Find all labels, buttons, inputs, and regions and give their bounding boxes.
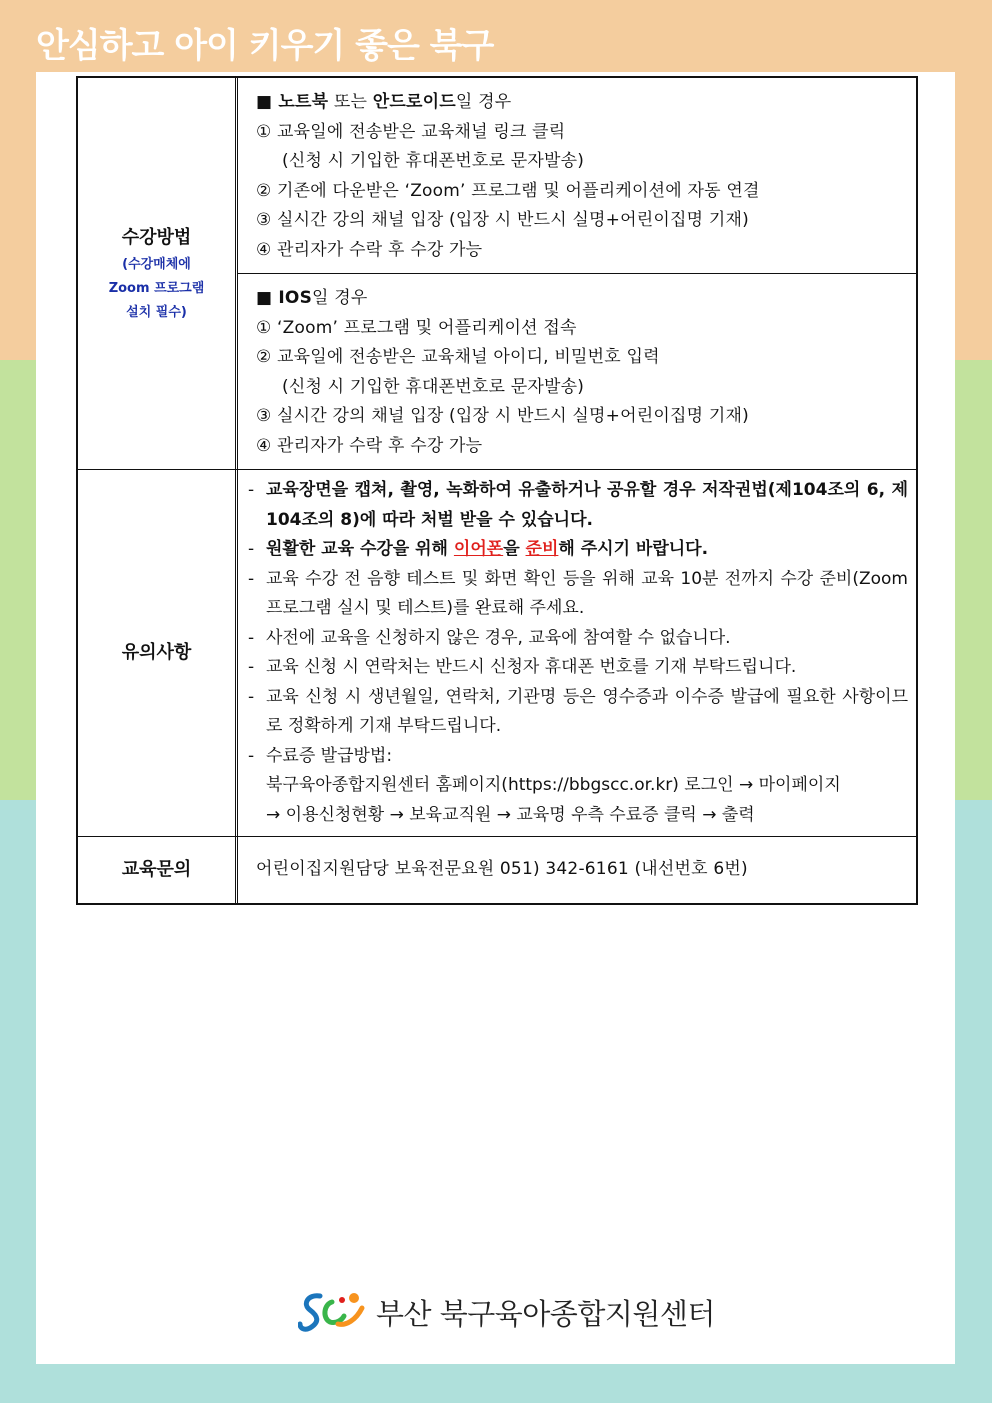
- certificate-path-1: 북구육아종합지원센터 홈페이지(https://bbgscc.or.kr) 로그인 → 마이페이지: [266, 775, 841, 795]
- ios-case: 일 경우: [312, 288, 368, 308]
- ios-heading: [256, 284, 906, 314]
- note-sound-test: [248, 565, 908, 624]
- notebook-step-2: ② 기존에 다운받은 ‘Zoom’ 프로그램 및 어플리케이션에 자동 연결: [256, 180, 760, 201]
- label-inquiry: [78, 837, 238, 903]
- certificate-title: 수료증 발급방법:: [266, 745, 393, 766]
- earphone-highlight: 이어폰: [453, 539, 504, 559]
- dash-marker: -: [248, 480, 255, 500]
- square-bullet-icon: ■: [256, 288, 279, 308]
- notebook-step-3: ③ 실시간 강의 채널 입장 (입장 시 반드시 실명+어린이집명 기재): [256, 210, 749, 230]
- note-copyright: [248, 476, 908, 535]
- note-sound-test-text: 교육 수강 전 음향 테스트 및 화면 확인 등을 위해 교육 10분 전까지 수강 준비(Zoom 프로그램 실시 및 테스트)를 완료해 주세요.: [266, 568, 908, 618]
- notebook-keyword: 노트북: [278, 92, 329, 112]
- label-method-title: 수강방법: [121, 226, 192, 248]
- note-earphone-mid: 을: [503, 539, 526, 559]
- notebook-or: 또는: [328, 92, 373, 112]
- document-sheet: [36, 72, 955, 1364]
- notebook-case: 일 경우: [455, 92, 512, 112]
- dash-marker: -: [248, 539, 255, 559]
- certificate-path-2: → 이용신청현황 → 보육교직원 → 교육명 우측 수료증 클릭 → 출력: [266, 804, 755, 825]
- center-logo-icon: [298, 1288, 368, 1336]
- note-earphone-post: 해 주시기 바랍니다.: [558, 539, 709, 559]
- ios-step-2: ② 교육일에 전송받은 교육채널 아이디, 비밀번호 입력: [256, 347, 660, 367]
- android-keyword: 안드로이드: [372, 92, 456, 112]
- note-earphone-pre: 원활한 교육 수강을 위해: [266, 539, 454, 559]
- ios-section: [238, 273, 916, 469]
- note-phone: [248, 653, 908, 683]
- row-notes: [78, 470, 916, 837]
- ios-step-1: ① ‘Zoom’ 프로그램 및 어플리케이션 접속: [256, 317, 577, 338]
- method-content: [238, 78, 916, 469]
- prepare-highlight: 준비: [525, 539, 559, 559]
- note-receipt: [248, 683, 908, 742]
- inquiry-contact: 어린이집지원담당 보육전문요원 051) 342-6161 (내선번호 6번): [256, 859, 748, 880]
- ios-keyword: IOS: [278, 288, 313, 308]
- notebook-heading: [256, 88, 906, 118]
- notebook-step-1: ① 교육일에 전송받은 교육채널 링크 클릭: [256, 121, 566, 142]
- square-bullet-icon: ■: [256, 92, 279, 112]
- row-method: [78, 78, 916, 470]
- ios-step-2-note: (신청 시 기입한 휴대폰번호로 문자발송): [282, 376, 585, 397]
- note-registration-text: 사전에 교육을 신청하지 않은 경우, 교육에 참여할 수 없습니다.: [266, 627, 731, 648]
- footer-org-name: 부산 북구육아종합지원센터: [376, 1296, 715, 1331]
- dash-marker: -: [248, 686, 255, 707]
- note-earphone-text: [266, 535, 908, 565]
- label-notes-title: 유의사항: [121, 642, 192, 663]
- note-certificate-text: [266, 742, 908, 831]
- dash-marker: -: [248, 627, 255, 648]
- header-slogan: 안심하고 아이 키우기 좋은 북구: [36, 26, 494, 66]
- note-certificate: [248, 742, 908, 831]
- note-earphone: [248, 535, 908, 565]
- info-table: [76, 76, 918, 905]
- inquiry-content: [238, 837, 916, 903]
- notebook-step-1-note: (신청 시 기입한 휴대폰번호로 문자발송): [282, 151, 585, 171]
- label-method-sub-3: 설치 필수): [126, 304, 187, 320]
- note-receipt-text: 교육 신청 시 생년월일, 연락처, 기관명 등은 영수증과 이수증 발급에 필요한 사항이므로 정확하게 기재 부탁드립니다.: [266, 686, 908, 736]
- notebook-step-4: ④ 관리자가 수락 후 수강 가능: [256, 239, 483, 260]
- notebook-android-section: [238, 78, 916, 273]
- label-inquiry-title: 교육문의: [121, 859, 192, 880]
- note-copyright-text: 교육장면을 캡쳐, 촬영, 녹화하여 유출하거나 공유할 경우 저작권법(제104조의 6, 제104조의 8)에 따라 처벌 받을 수 있습니다.: [266, 480, 908, 530]
- label-method-sub-1: (수강매체에: [122, 256, 191, 272]
- ios-step-3: ③ 실시간 강의 채널 입장 (입장 시 반드시 실명+어린이집명 기재): [256, 406, 749, 426]
- note-registration: [248, 624, 908, 654]
- dash-marker: -: [248, 657, 255, 677]
- row-inquiry: [78, 837, 916, 903]
- label-method: [78, 78, 238, 469]
- footer-branding: [298, 1288, 715, 1336]
- dash-marker: -: [248, 568, 255, 589]
- notes-content: [238, 470, 916, 836]
- dash-marker: -: [248, 745, 255, 766]
- note-phone-text: 교육 신청 시 연락처는 반드시 신청자 휴대폰 번호를 기재 부탁드립니다.: [266, 657, 797, 677]
- label-method-sub-2: Zoom 프로그램: [108, 280, 205, 296]
- ios-step-4: ④ 관리자가 수락 후 수강 가능: [256, 435, 483, 456]
- label-notes: [78, 470, 238, 836]
